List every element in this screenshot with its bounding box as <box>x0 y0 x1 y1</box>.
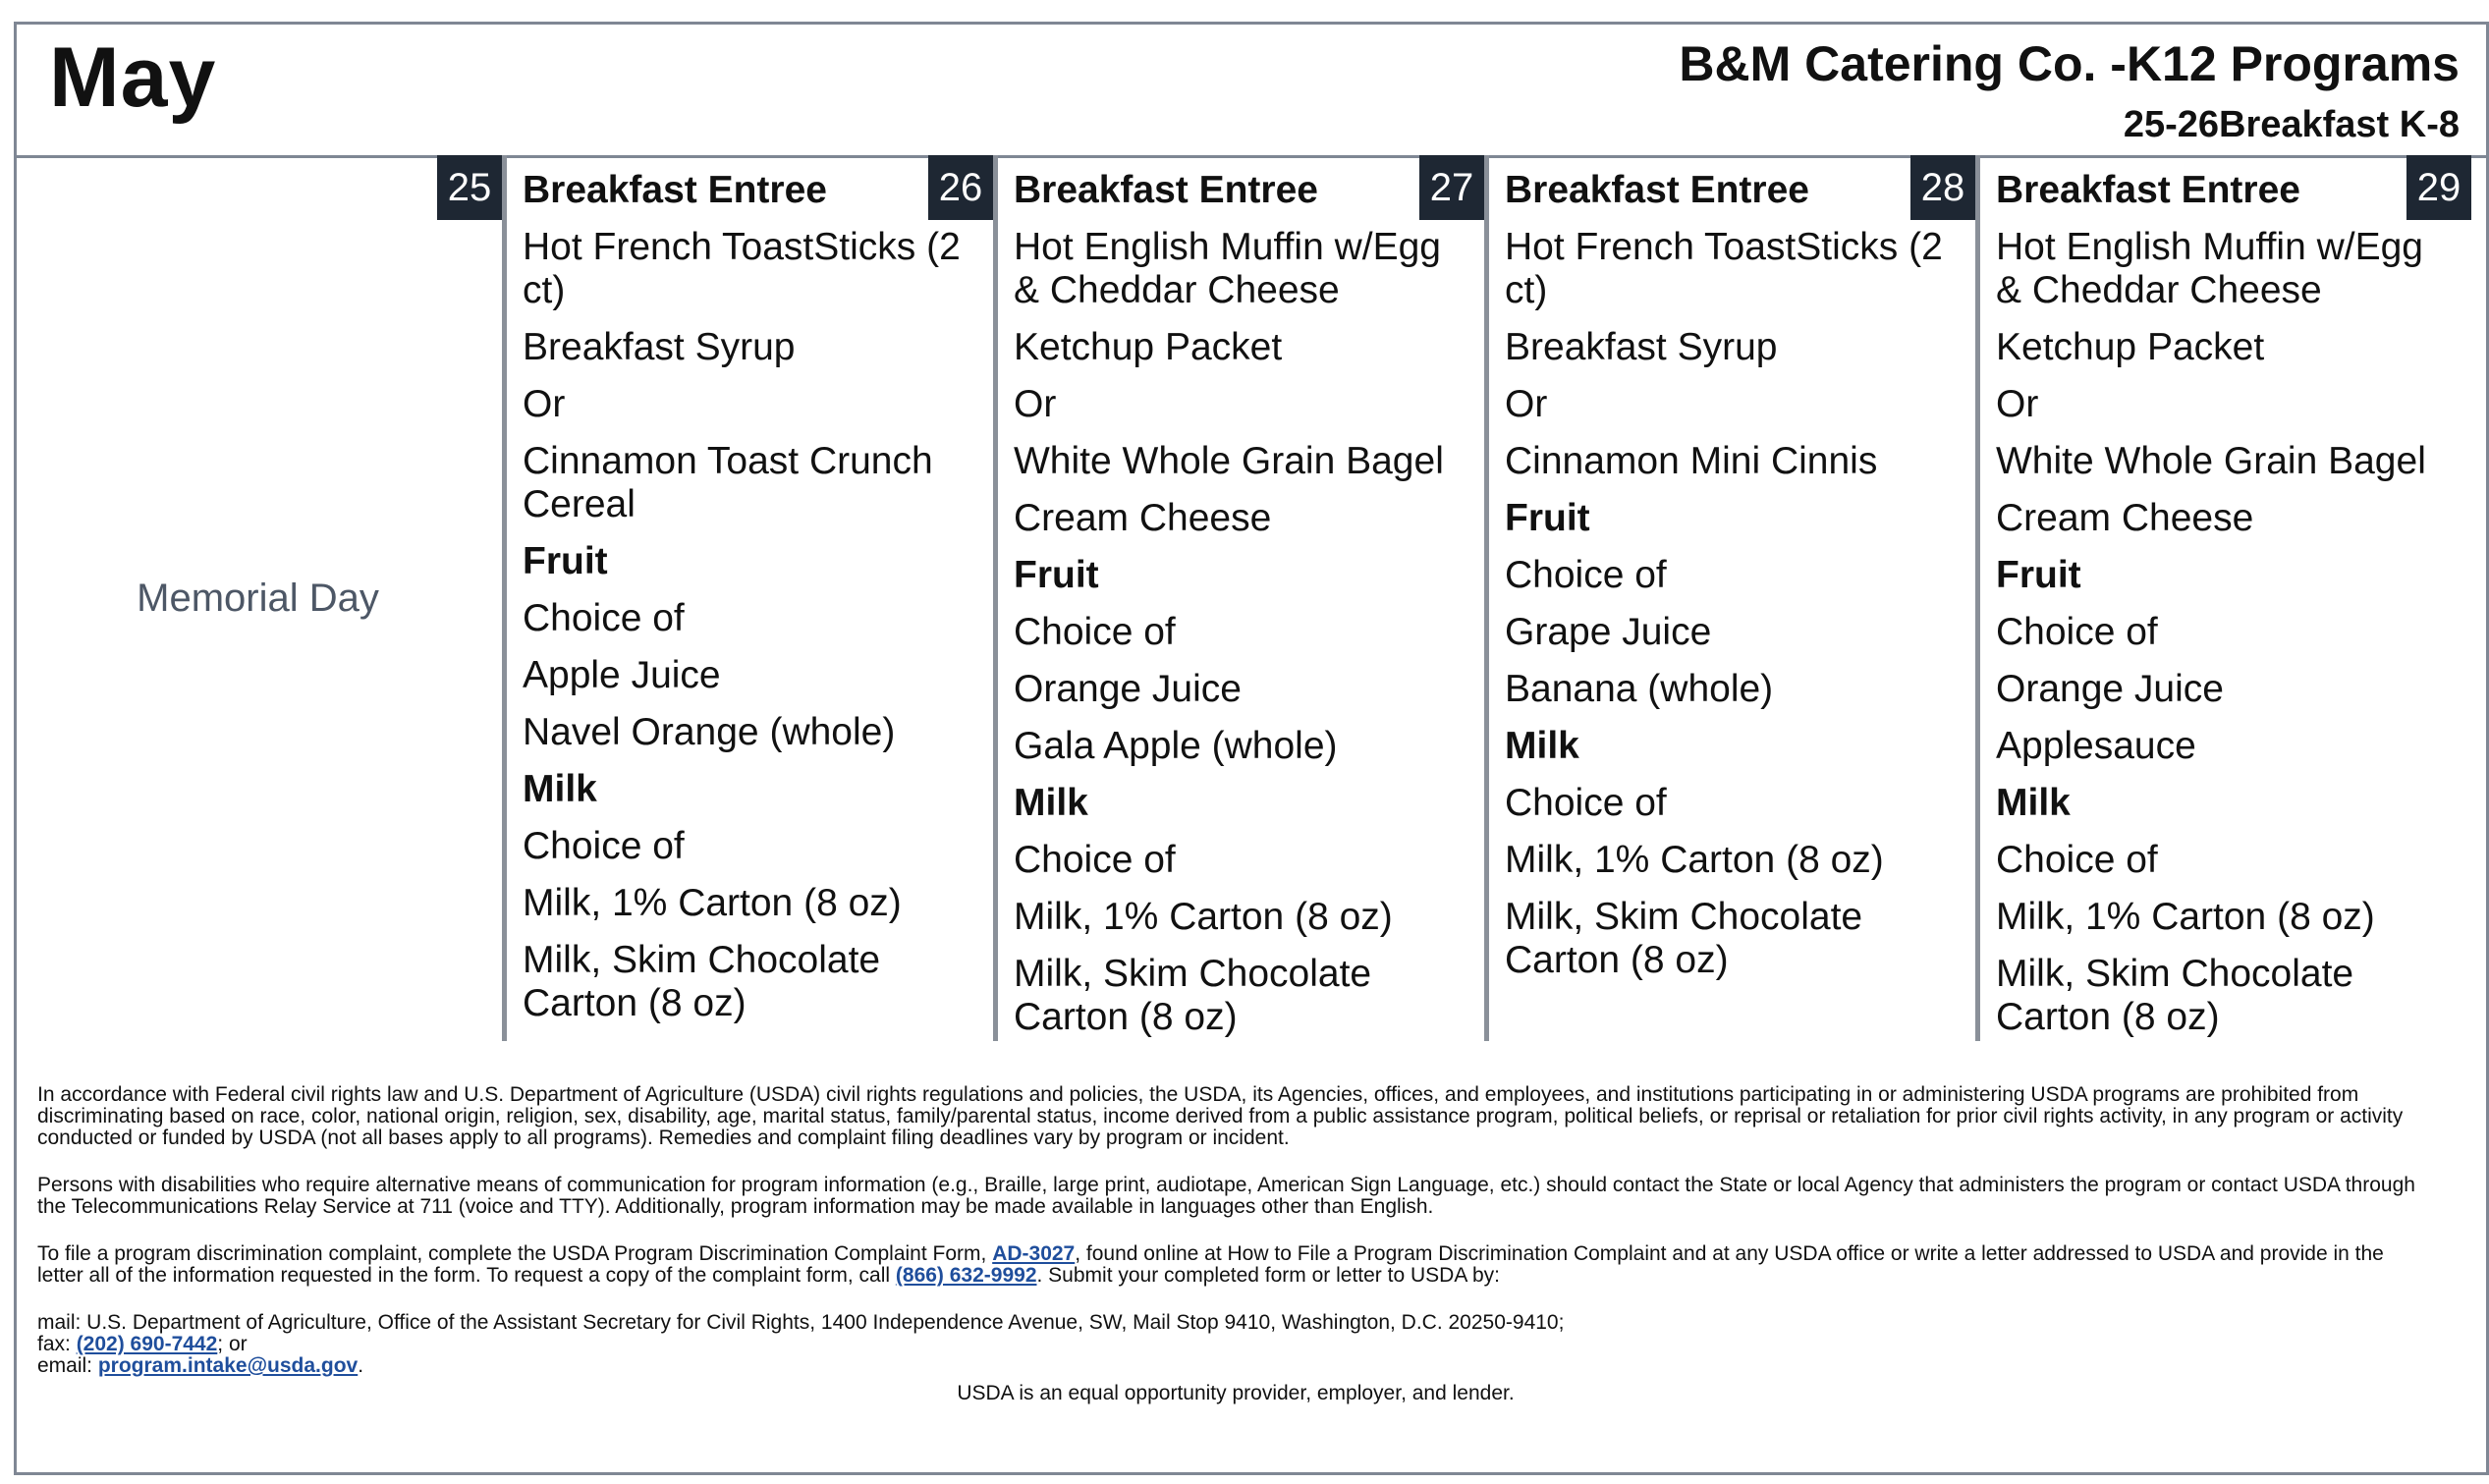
menu-item: Milk, Skim Chocolate Carton (8 oz) <box>1014 953 1372 1038</box>
menu-item: Choice of <box>523 597 685 639</box>
menu-section-heading: Fruit <box>1014 554 1099 596</box>
disabilities-paragraph: Persons with disabilities who require alternative means of communication for program information (e.g., Braille, large print, audiotape, American Sign Language, etc.) should contact the State or local Agency that administers the program or contact USDA through the Telecommunications Relay Service at 711 (voice and TTY). Additionally, program information may be made available in languages other than English. <box>37 1174 2415 1218</box>
menu-item: Choice of <box>523 825 685 867</box>
menu-list <box>1014 169 1457 1053</box>
menu-item: White Whole Grain Bagel <box>1014 440 1444 482</box>
menu-section-heading: Milk <box>1014 782 1088 824</box>
menu-item: Hot English Muffin w/Egg & Cheddar Cheese <box>1014 226 1441 311</box>
complaint-text: , found online at How to File a Program Discrimination Complaint and at any USDA office or write a letter addressed to USDA and provide in the letter all of the information requested in the form. To request a copy of the complaint form, call <box>37 1242 2384 1287</box>
menu-item: Milk, Skim Chocolate Carton (8 oz) <box>1996 953 2354 1038</box>
menu-section-heading: Breakfast Entree <box>1996 169 2300 211</box>
menu-item: Apple Juice <box>523 654 721 696</box>
menu-section-heading: Milk <box>1996 782 2071 824</box>
menu-item: Cinnamon Toast Crunch Cereal <box>523 440 933 525</box>
menu-list <box>523 169 966 1039</box>
menu-item: Or <box>1014 383 1057 425</box>
phone-link[interactable]: (866) 632-9992 <box>895 1264 1037 1287</box>
menu-item: Milk, Skim Chocolate Carton (8 oz) <box>1505 896 1863 981</box>
menu-section-heading: Fruit <box>523 540 608 582</box>
day-cell-29 <box>1980 155 2471 1041</box>
menu-item: Milk, 1% Carton (8 oz) <box>523 882 902 924</box>
menu-item: Grape Juice <box>1505 611 1712 653</box>
menu-item: Banana (whole) <box>1505 668 1774 710</box>
menu-item: Milk, 1% Carton (8 oz) <box>1996 896 2375 938</box>
menu-section-heading: Breakfast Entree <box>1014 169 1318 211</box>
menu-item: Milk, 1% Carton (8 oz) <box>1505 839 1884 881</box>
month-title: May <box>49 30 217 125</box>
menu-subtitle: 25-26Breakfast K-8 <box>2123 104 2460 145</box>
menu-item: Or <box>1505 383 1548 425</box>
menu-item: Orange Juice <box>1014 668 1242 710</box>
menu-item: Cream Cheese <box>1014 497 1272 539</box>
menu-item: Orange Juice <box>1996 668 2224 710</box>
menu-item: Breakfast Syrup <box>1505 326 1778 368</box>
fax-link[interactable]: (202) 690-7442 <box>76 1333 218 1355</box>
date-badge: 25 <box>437 155 502 220</box>
fax-label: fax: <box>37 1333 77 1355</box>
menu-item: Milk, 1% Carton (8 oz) <box>1014 896 1393 938</box>
menu-list <box>1996 169 2444 1053</box>
menu-item: Breakfast Syrup <box>523 326 796 368</box>
menu-item: Or <box>1996 383 2039 425</box>
email-line <box>37 1355 2434 1377</box>
menu-item: Ketchup Packet <box>1014 326 1283 368</box>
day-cell-27 <box>998 155 1489 1041</box>
menu-item: Or <box>523 383 566 425</box>
menu-item: Ketchup Packet <box>1996 326 2265 368</box>
day-cell-26 <box>507 155 998 1041</box>
holiday-label: Memorial Day <box>137 576 379 620</box>
menu-section-heading: Milk <box>523 768 597 810</box>
menu-section-heading: Milk <box>1505 725 1579 767</box>
menu-item: Choice of <box>1996 611 2158 653</box>
mail-address: mail: U.S. Department of Agriculture, Office of the Assistant Secretary for Civil Rights, 1400 Independence Avenue, SW, Mail Stop 9410, Washington, D.C. 20250-9410; <box>37 1311 1565 1334</box>
organization-name: B&M Catering Co. -K12 Programs <box>1679 36 2460 91</box>
menu-list <box>1505 169 1948 996</box>
menu-section-heading: Breakfast Entree <box>523 169 827 211</box>
day-cell-25 <box>14 155 507 1041</box>
menu-item: Hot French ToastSticks (2 ct) <box>523 226 961 311</box>
menu-item: Cream Cheese <box>1996 497 2254 539</box>
date-badge: 26 <box>928 155 993 220</box>
day-cell-28 <box>1489 155 1980 1041</box>
menu-item: Gala Apple (whole) <box>1014 725 1338 767</box>
form-ad3027-link[interactable]: AD-3027 <box>992 1242 1076 1265</box>
nondiscrimination-statement <box>37 1084 2434 1404</box>
menu-item: Choice of <box>1014 839 1176 881</box>
menu-item: Applesauce <box>1996 725 2196 767</box>
menu-section-heading: Fruit <box>1505 497 1590 539</box>
menu-item: Hot French ToastSticks (2 ct) <box>1505 226 1943 311</box>
complaint-text: To file a program discrimination complaint, complete the USDA Program Discrimination Complaint Form, <box>37 1242 993 1265</box>
date-badge: 28 <box>1910 155 1975 220</box>
week-grid <box>14 155 2489 1041</box>
complaint-paragraph <box>37 1243 2434 1287</box>
menu-item: Cinnamon Mini Cinnis <box>1505 440 1878 482</box>
email-tail: . <box>358 1354 364 1377</box>
menu-item: Choice of <box>1505 554 1667 596</box>
date-badge: 29 <box>2406 155 2471 220</box>
menu-item: Choice of <box>1505 782 1667 824</box>
menu-section-heading: Breakfast Entree <box>1505 169 1809 211</box>
fax-tail: ; or <box>217 1333 248 1355</box>
menu-item: Milk, Skim Chocolate Carton (8 oz) <box>523 939 881 1024</box>
menu-item: White Whole Grain Bagel <box>1996 440 2426 482</box>
menu-item: Hot English Muffin w/Egg & Cheddar Cheese <box>1996 226 2423 311</box>
date-badge: 27 <box>1419 155 1484 220</box>
menu-item: Choice of <box>1014 611 1176 653</box>
civil-rights-paragraph: In accordance with Federal civil rights law and U.S. Department of Agriculture (USDA) civil rights regulations and policies, the USDA, its Agencies, offices, and employees, and institutions participating in or administering USDA programs are prohibited from discriminating based on race, color, national origin, religion, sex, disability, age, marital status, family/parental status, income derived from a public assistance program, political beliefs, or reprisal or retaliation for prior civil rights activity, in any program or activity conducted or funded by USDA (not all bases apply to all programs). Remedies and complaint filing deadlines vary by program or incident. <box>37 1083 2404 1149</box>
contact-block <box>37 1312 2434 1404</box>
fax-line <box>37 1334 2434 1355</box>
menu-section-heading: Fruit <box>1996 554 2081 596</box>
menu-item: Choice of <box>1996 839 2158 881</box>
email-label: email: <box>37 1354 98 1377</box>
equal-opportunity-statement: USDA is an equal opportunity provider, employer, and lender. <box>957 1382 1515 1404</box>
email-link[interactable]: program.intake@usda.gov <box>97 1354 359 1377</box>
complaint-text: . Submit your completed form or letter to USDA by: <box>1036 1264 1501 1287</box>
calendar-header <box>14 22 2489 158</box>
menu-item: Navel Orange (whole) <box>523 711 896 753</box>
